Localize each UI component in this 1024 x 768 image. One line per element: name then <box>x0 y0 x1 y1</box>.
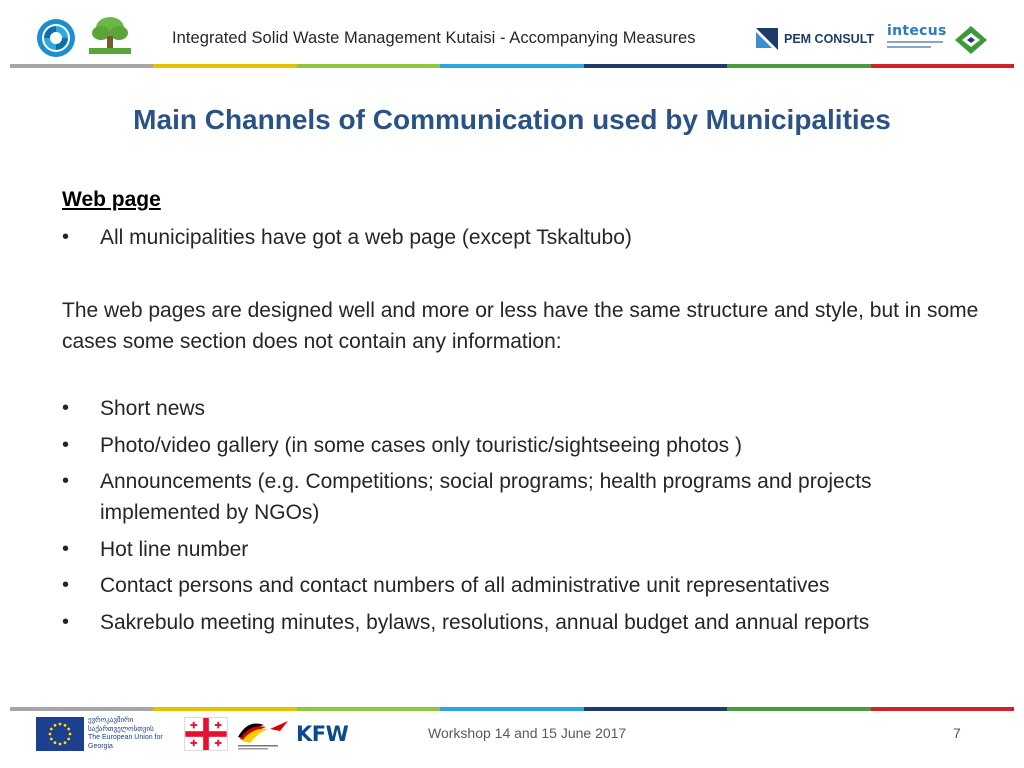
intecus-subline <box>887 46 931 48</box>
workshop-date-text: Workshop 14 and 15 June 2017 <box>428 725 627 741</box>
green-g-logo-icon <box>953 24 989 56</box>
eu-flag-icon <box>36 717 84 751</box>
project-title: Integrated Solid Waste Management Kutaisi - Accompanying Measures <box>172 29 696 47</box>
color-bar-segment <box>440 707 583 711</box>
section-bullet-list <box>62 393 962 643</box>
bullet-item: • Photo/video gallery (in some cases only touristic/sightseeing photos ) <box>62 430 962 461</box>
color-bar-segment <box>10 64 153 68</box>
kfw-logo-text: KFW <box>296 722 349 746</box>
slide-header <box>0 0 1024 68</box>
eu-text-line: საქართველოსთვის <box>88 725 154 733</box>
color-bar-segment <box>297 707 440 711</box>
first-bullet-list <box>62 222 632 259</box>
intecus-subline <box>887 41 943 43</box>
color-bar-segment <box>153 64 296 68</box>
color-bar-segment <box>584 707 727 711</box>
color-bar-segment <box>727 707 870 711</box>
color-bar-segment <box>871 64 1014 68</box>
slide-title: Main Channels of Communication used by Municipalities <box>133 104 891 135</box>
color-bar-segment <box>297 64 440 68</box>
footer-color-bar <box>10 707 1014 711</box>
color-bar-segment <box>584 64 727 68</box>
bullet-item: • Contact persons and contact numbers of all administrative unit representatives <box>62 570 962 601</box>
web-pages-paragraph: The web pages are designed well and more or less have the same structure and style, but in some cases some section does not contain any information: <box>62 299 979 353</box>
section-heading-web-page: Web page <box>62 188 161 211</box>
tree-logo-icon <box>85 14 135 58</box>
bullet-item: • Short news <box>62 393 962 424</box>
intecus-logo <box>887 24 945 56</box>
georgia-flag-icon <box>184 717 228 751</box>
color-bar-segment <box>153 707 296 711</box>
german-cooperation-logo-icon <box>234 717 292 751</box>
header-color-bar <box>10 64 1014 68</box>
pem-consult-logo <box>756 26 874 52</box>
footer-logos <box>36 716 348 752</box>
color-bar-segment <box>440 64 583 68</box>
pem-consult-text: PEM CONSULT <box>784 32 875 46</box>
color-bar-segment <box>10 707 153 711</box>
circular-swirl-logo-icon <box>36 18 76 58</box>
color-bar-segment <box>727 64 870 68</box>
eu-for-georgia-text <box>88 717 178 751</box>
intecus-wordmark: intecus <box>887 23 947 39</box>
bullet-item: • All municipalities have got a web page (except Tskaltubo) <box>62 222 632 253</box>
color-bar-segment <box>871 707 1014 711</box>
bullet-item: • Announcements (e.g. Competitions; social programs; health programs and projects implemented by NGOs) <box>62 466 962 528</box>
bullet-item: • Hot line number <box>62 534 962 565</box>
pem-arrow-icon <box>756 28 778 50</box>
eu-text-line: ევროკავშირი <box>88 717 134 724</box>
bullet-item: • Sakrebulo meeting minutes, bylaws, resolutions, annual budget and annual reports <box>62 607 962 638</box>
page-number: 7 <box>953 725 961 741</box>
eu-text-line: The European Union for Georgia <box>88 734 163 750</box>
